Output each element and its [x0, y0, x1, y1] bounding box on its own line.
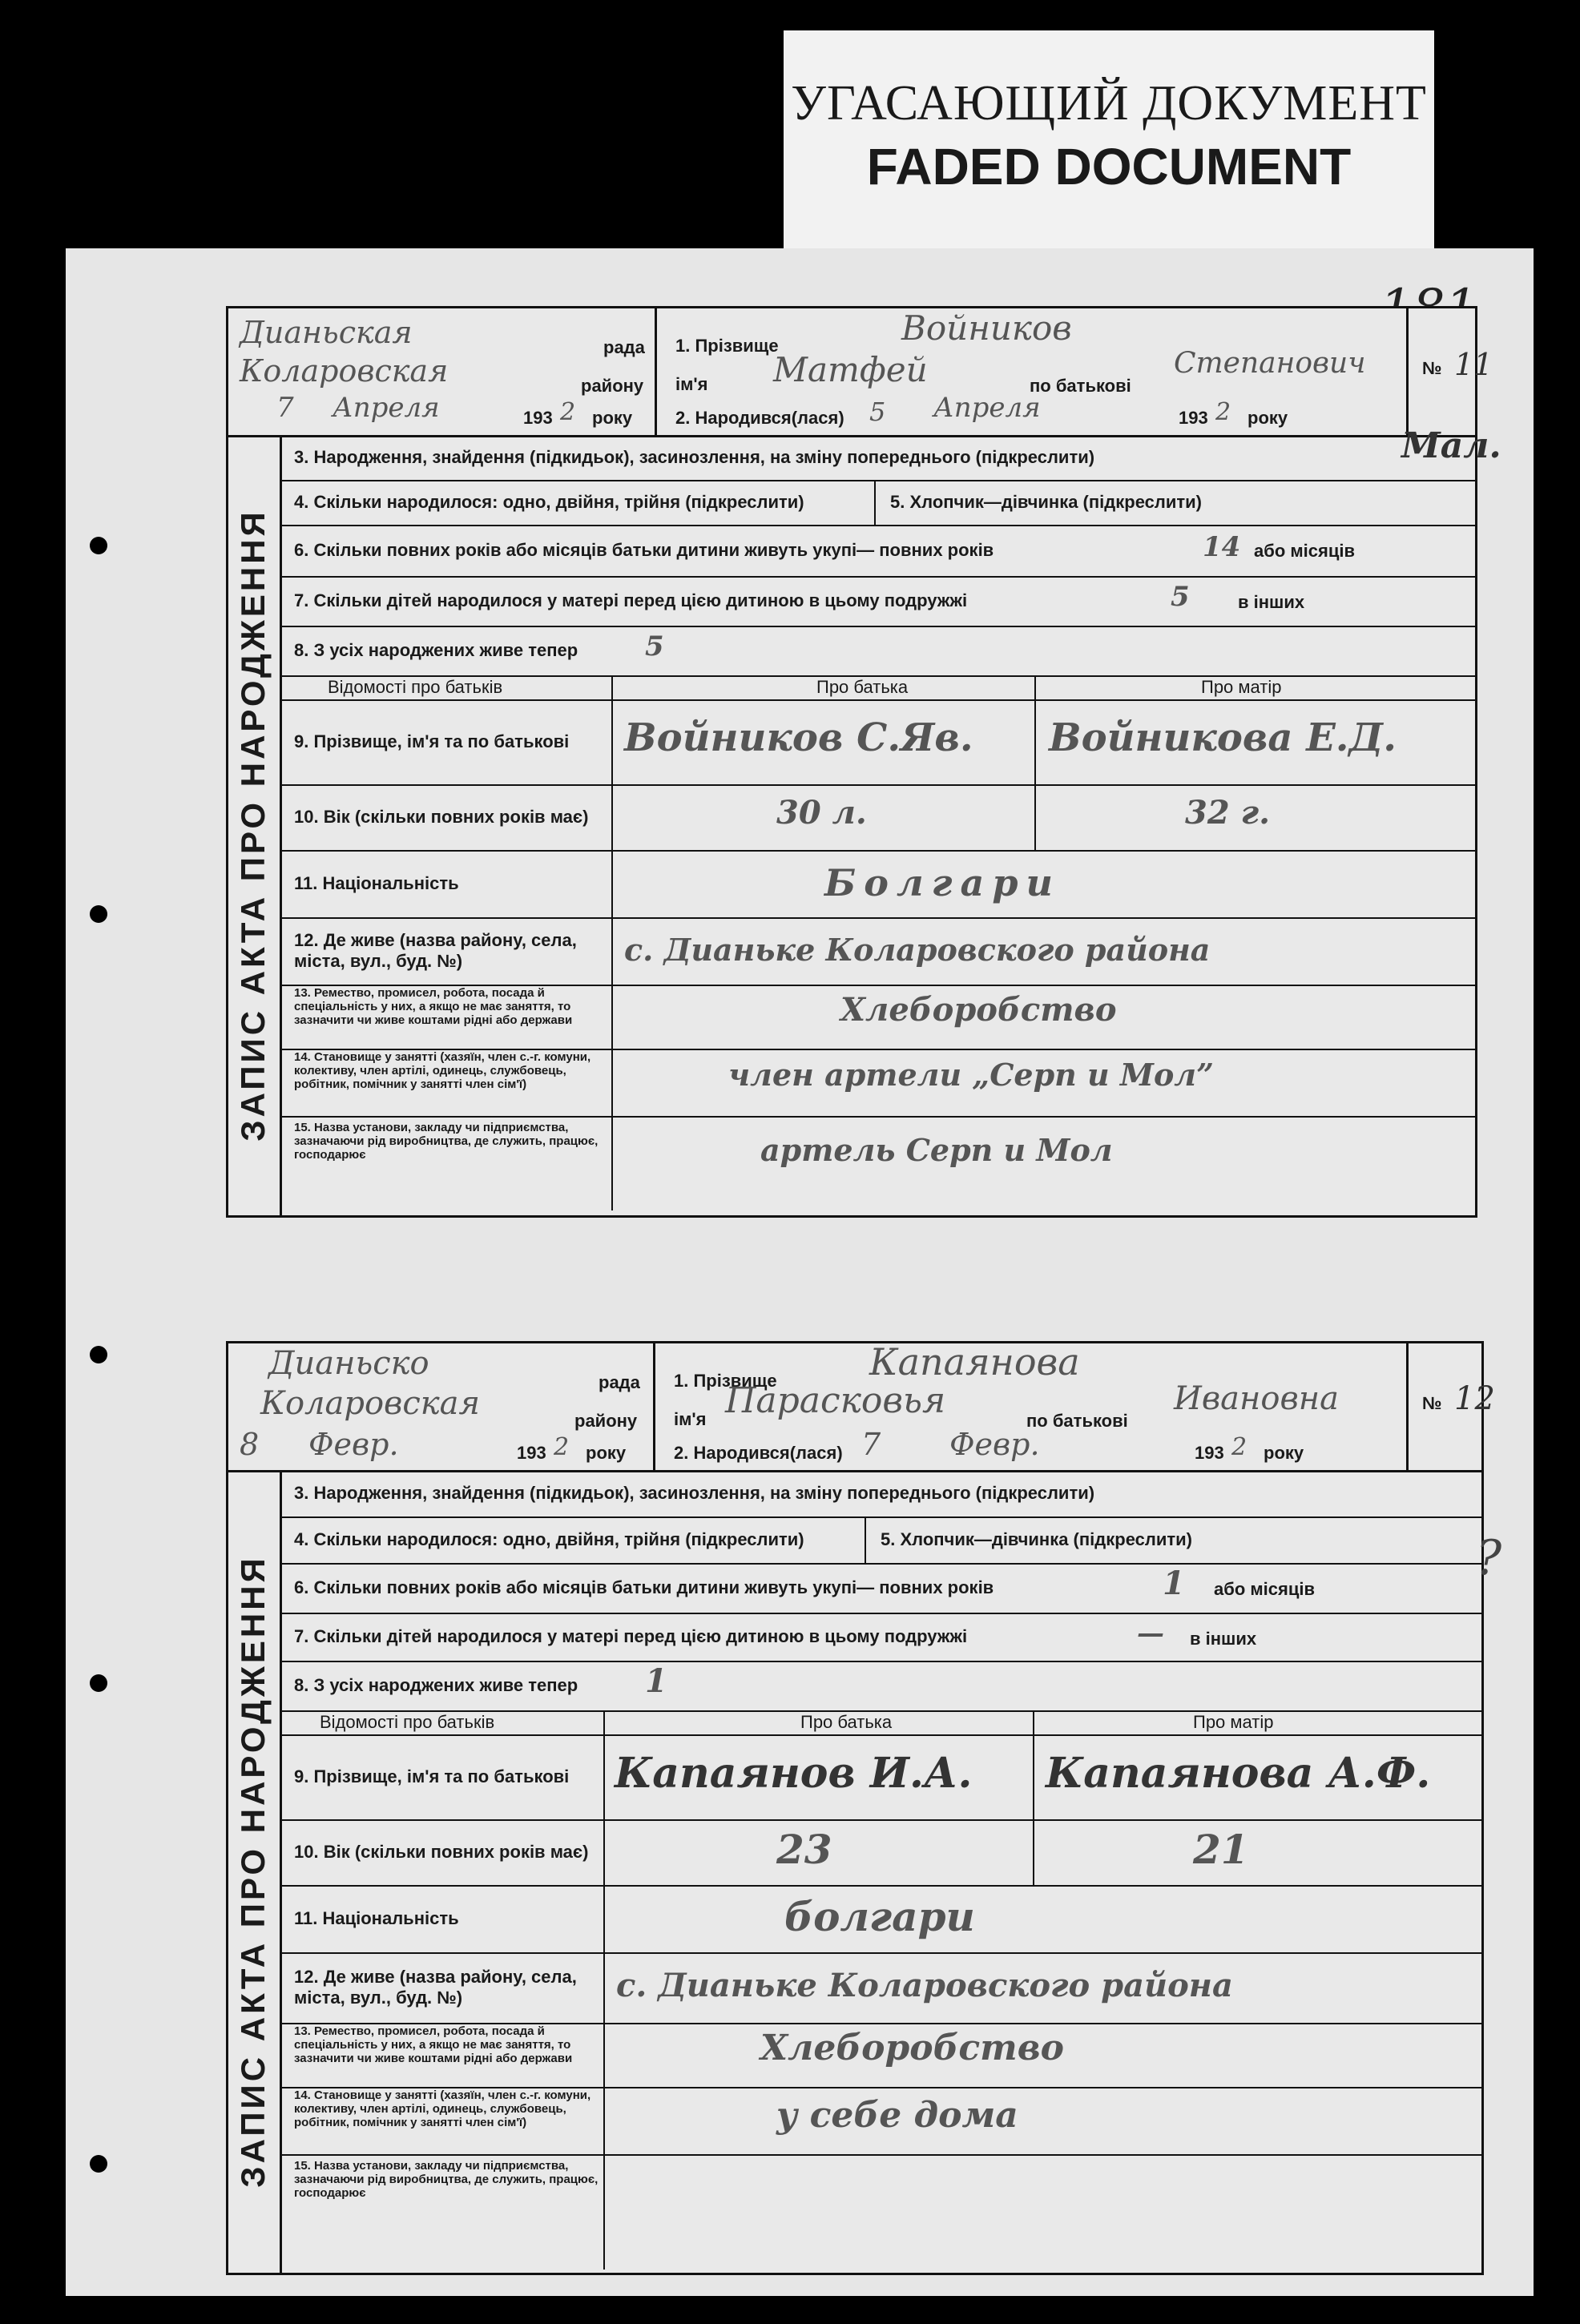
- q12-label: 12. Де живе (назва району, села, міста, вул., буд. №): [294, 930, 577, 971]
- surname-value: Войников: [901, 308, 1072, 348]
- row-q15: [280, 1116, 1475, 1210]
- q9-label: 9. Прізвище, ім'я та по батькові: [294, 1766, 570, 1786]
- q8-label: 8. З усіх народжених живе тепер: [294, 1675, 578, 1695]
- row-q13: [280, 985, 1475, 1050]
- row-q10: [280, 784, 1475, 852]
- number-label: №: [1422, 1393, 1442, 1413]
- row-q12: [280, 1952, 1481, 2024]
- mother-head: Про матір: [1201, 677, 1282, 697]
- position: член артели „Серп и Мол”: [728, 1057, 1214, 1093]
- children-before: —: [1137, 1617, 1164, 1649]
- side-title-column: [227, 1470, 282, 2273]
- q2-label: 2. Народився(лася): [675, 408, 844, 428]
- patronymic-value: Ивановна: [1174, 1380, 1339, 1417]
- row-q7: [280, 576, 1475, 627]
- birth-year-label: 193: [1179, 408, 1208, 428]
- q12-label: 12. Де живе (назва району, села, міста, вул., буд. №): [294, 1967, 577, 2008]
- q2-label: 2. Народився(лася): [674, 1443, 843, 1463]
- raion-label: району: [581, 376, 644, 396]
- record-header: [228, 1340, 1495, 1472]
- row-q6: [280, 1563, 1481, 1614]
- q10-label: 10. Вік (скільки повних років має): [294, 807, 589, 827]
- q4-label: 4. Скільки народилося: одно, двійня, трійня (підкреслити): [294, 1529, 804, 1549]
- number-value: 11: [1454, 347, 1493, 382]
- name-label: ім'я: [674, 1409, 707, 1429]
- birth-record-1: [226, 306, 1501, 1218]
- q1-label: 1. Прізвище: [675, 336, 779, 356]
- q6-label: 6. Скільки повних років або місяців батьки дитини живуть укупі— повних років: [294, 1577, 994, 1597]
- rada-label: рада: [603, 337, 645, 357]
- row-q3: [280, 425, 1501, 481]
- side-title: ЗАПИС АКТА ПРО НАРОДЖЕННЯ: [234, 1555, 272, 2188]
- stamp-line-en: FADED DOCUMENT: [866, 138, 1352, 195]
- q5-label: 5. Хлопчик—дівчинка (підкреслити): [890, 492, 1203, 512]
- patronymic-label: по батькові: [1026, 1411, 1128, 1431]
- row-q10: [280, 1819, 1481, 1887]
- birth-day: 7: [861, 1427, 881, 1462]
- q7b-label: в інших: [1190, 1629, 1257, 1649]
- row-q9: [280, 699, 1475, 786]
- mother-age: 32 г.: [1185, 794, 1271, 832]
- father-age: 23: [776, 1826, 832, 1873]
- parents-head: Відомості про батьків: [328, 677, 503, 697]
- mother-name: Войникова Е.Д.: [1049, 715, 1397, 760]
- years-together: 1: [1163, 1565, 1185, 1602]
- patronymic-value: Степанович: [1174, 347, 1366, 380]
- row-q9: [280, 1734, 1481, 1821]
- children-before: 5: [1171, 581, 1190, 613]
- row-q8: [280, 1661, 1481, 1712]
- position: у себе дома: [776, 2095, 1018, 2136]
- birth-year: 2: [1215, 398, 1231, 426]
- occupation: Хлеборобство: [760, 2028, 1064, 2068]
- father-age: 30 л.: [776, 794, 867, 832]
- mother-age: 21: [1193, 1826, 1249, 1873]
- nationality: Болгари: [824, 861, 1061, 904]
- birth-month: Февр.: [949, 1427, 1040, 1462]
- row-q15: [280, 2154, 1481, 2270]
- record-header: [228, 308, 1493, 437]
- faded-document-stamp: [784, 30, 1434, 248]
- birth-day: 5: [869, 397, 886, 427]
- date-month: Апреля: [333, 392, 440, 424]
- birth-year: 2: [1231, 1433, 1247, 1461]
- row-parents-head: [280, 675, 1475, 701]
- q6b-label: або місяців: [1214, 1579, 1315, 1599]
- residence: с. Дианьке Коларовского района: [624, 932, 1211, 968]
- year-label: 193: [517, 1443, 546, 1463]
- surname-value: Капаянова: [869, 1340, 1080, 1384]
- row-q6: [280, 525, 1475, 578]
- employer: артель Серп и Мол: [760, 1132, 1113, 1168]
- roku-label: року: [586, 1443, 627, 1463]
- alive-now: 5: [645, 630, 664, 663]
- q13-label: 13. Ремество, промисел, робота, посада й спеціальність у них, а якщо не має заняття, то зазначити чи живе коштами рідні або держави: [294, 2024, 573, 2065]
- row-q3: [280, 1470, 1481, 1518]
- nationality: болгари: [784, 1893, 975, 1940]
- q11-label: 11. Національність: [294, 1908, 459, 1928]
- year-label: 193: [523, 408, 553, 428]
- rada-value: Дианьско: [268, 1345, 429, 1382]
- rada-value: Дианьская: [240, 315, 413, 350]
- date-day: 7: [276, 392, 294, 424]
- name-label: ім'я: [675, 374, 708, 394]
- years-together: 14: [1203, 531, 1241, 563]
- document-page: [66, 248, 1534, 2296]
- residence: с. Дианьке Коларовского района: [616, 1967, 1233, 2004]
- date-year: 2: [560, 398, 576, 426]
- row-q14: [280, 2087, 1481, 2156]
- row-q13: [280, 2023, 1481, 2088]
- father-head: Про батька: [816, 677, 909, 697]
- raion-value: Коларовская: [260, 1385, 480, 1422]
- mother-name: Капаянова А.Ф.: [1046, 1749, 1431, 1798]
- punch-hole: [90, 537, 107, 554]
- q4-label: 4. Скільки народилося: одно, двійня, трійня (підкреслити): [294, 492, 804, 512]
- q10-label: 10. Вік (скільки повних років має): [294, 1842, 589, 1862]
- q14-label: 14. Становище у занятті (хазяїн, член с.-г. комуни, колективу, член артілі, одинець, службовець, робітник, помічник у занятті член сім'ї): [294, 2088, 591, 2129]
- q3-label: 3. Народження, знайдення (підкидьок), засинозлення, на зміну попереднього (підкреслити): [294, 447, 1095, 467]
- father-head: Про батька: [800, 1712, 893, 1732]
- q5-label: 5. Хлопчик—дівчинка (підкреслити): [881, 1529, 1193, 1549]
- date-year: 2: [554, 1433, 570, 1461]
- q7b-label: в інших: [1238, 592, 1305, 612]
- punch-hole: [90, 2155, 107, 2173]
- row-q8: [280, 626, 1475, 677]
- birth-roku-label: року: [1264, 1443, 1304, 1463]
- birth-year-label: 193: [1195, 1443, 1224, 1463]
- q9-label: 9. Прізвище, ім'я та по батькові: [294, 731, 570, 751]
- birth-record-2: [226, 1340, 1495, 2275]
- q6-label: 6. Скільки повних років або місяців батьки дитини живуть укупі— повних років: [294, 540, 994, 560]
- rada-label: рада: [599, 1372, 640, 1392]
- row-q12: [280, 917, 1475, 986]
- date-month: Февр.: [308, 1427, 399, 1462]
- row-q4: [280, 480, 1475, 526]
- name-value: Парасковья: [725, 1380, 946, 1421]
- q8-label: 8. З усіх народжених живе тепер: [294, 640, 578, 660]
- q6b-label: або місяців: [1254, 541, 1355, 561]
- q7-label: 7. Скільки дітей народилося у матері перед цією дитиною в цьому подружжі: [294, 1626, 968, 1646]
- row-q4: [280, 1516, 1481, 1565]
- alive-now: 1: [645, 1662, 667, 1700]
- mother-head: Про матір: [1193, 1712, 1274, 1732]
- birth-roku-label: року: [1247, 408, 1288, 428]
- father-name: Капаянов И.А.: [615, 1749, 973, 1798]
- number-label: №: [1422, 358, 1442, 378]
- name-value: Матфей: [773, 350, 928, 389]
- side-title: ЗАПИС АКТА ПРО НАРОДЖЕННЯ: [234, 509, 272, 1142]
- q11-label: 11. Національність: [294, 873, 459, 893]
- number-value: 12: [1454, 1380, 1495, 1417]
- stamp-line-ru: УГАСАЮЩИЙ ДОКУМЕНТ: [791, 76, 1427, 131]
- row-q11: [280, 850, 1475, 919]
- q13-label: 13. Ремество, промисел, робота, посада й спеціальність у них, а якщо не має заняття, то зазначити чи живе коштами рідні або держави: [294, 986, 573, 1027]
- raion-label: району: [574, 1411, 638, 1431]
- q14-label: 14. Становище у занятті (хазяїн, член с.-г. комуни, колективу, член артілі, одинець, службовець, робітник, помічник у занятті член сім'ї): [294, 1050, 591, 1091]
- punch-hole: [90, 905, 107, 923]
- raion-value: Коларовская: [240, 353, 449, 389]
- occupation: Хлеборобство: [840, 991, 1117, 1029]
- row-parents-head: [280, 1710, 1481, 1736]
- q3-label: 3. Народження, знайдення (підкидьок), засинозлення, на зміну попереднього (підкреслити): [294, 1483, 1095, 1503]
- father-name: Войников С.Яв.: [624, 715, 973, 760]
- margin-note: Мал.: [1401, 425, 1501, 466]
- punch-hole: [90, 1346, 107, 1363]
- q1-label: 1. Прізвище: [674, 1371, 777, 1391]
- birth-month: Апреля: [933, 392, 1041, 424]
- side-title-column: [227, 435, 282, 1215]
- parents-head: Відомості про батьків: [320, 1712, 495, 1732]
- row-q7: [280, 1613, 1481, 1662]
- q15-label: 15. Назва установи, закладу чи підприємства, зазначаючи рід виробництва, де служить, працює, господарює: [294, 2159, 599, 2200]
- margin-note-2: ?: [1476, 1530, 1502, 1586]
- roku-label: року: [592, 408, 633, 428]
- date-day: 8: [240, 1427, 260, 1462]
- punch-hole: [90, 1674, 107, 1692]
- row-q14: [280, 1049, 1475, 1118]
- q15-label: 15. Назва установи, закладу чи підприємства, зазначаючи рід виробництва, де служить, працює, господарює: [294, 1121, 599, 1162]
- patronymic-label: по батькові: [1030, 376, 1131, 396]
- q7-label: 7. Скільки дітей народилося у матері перед цією дитиною в цьому подружжі: [294, 590, 968, 610]
- row-q11: [280, 1885, 1481, 1954]
